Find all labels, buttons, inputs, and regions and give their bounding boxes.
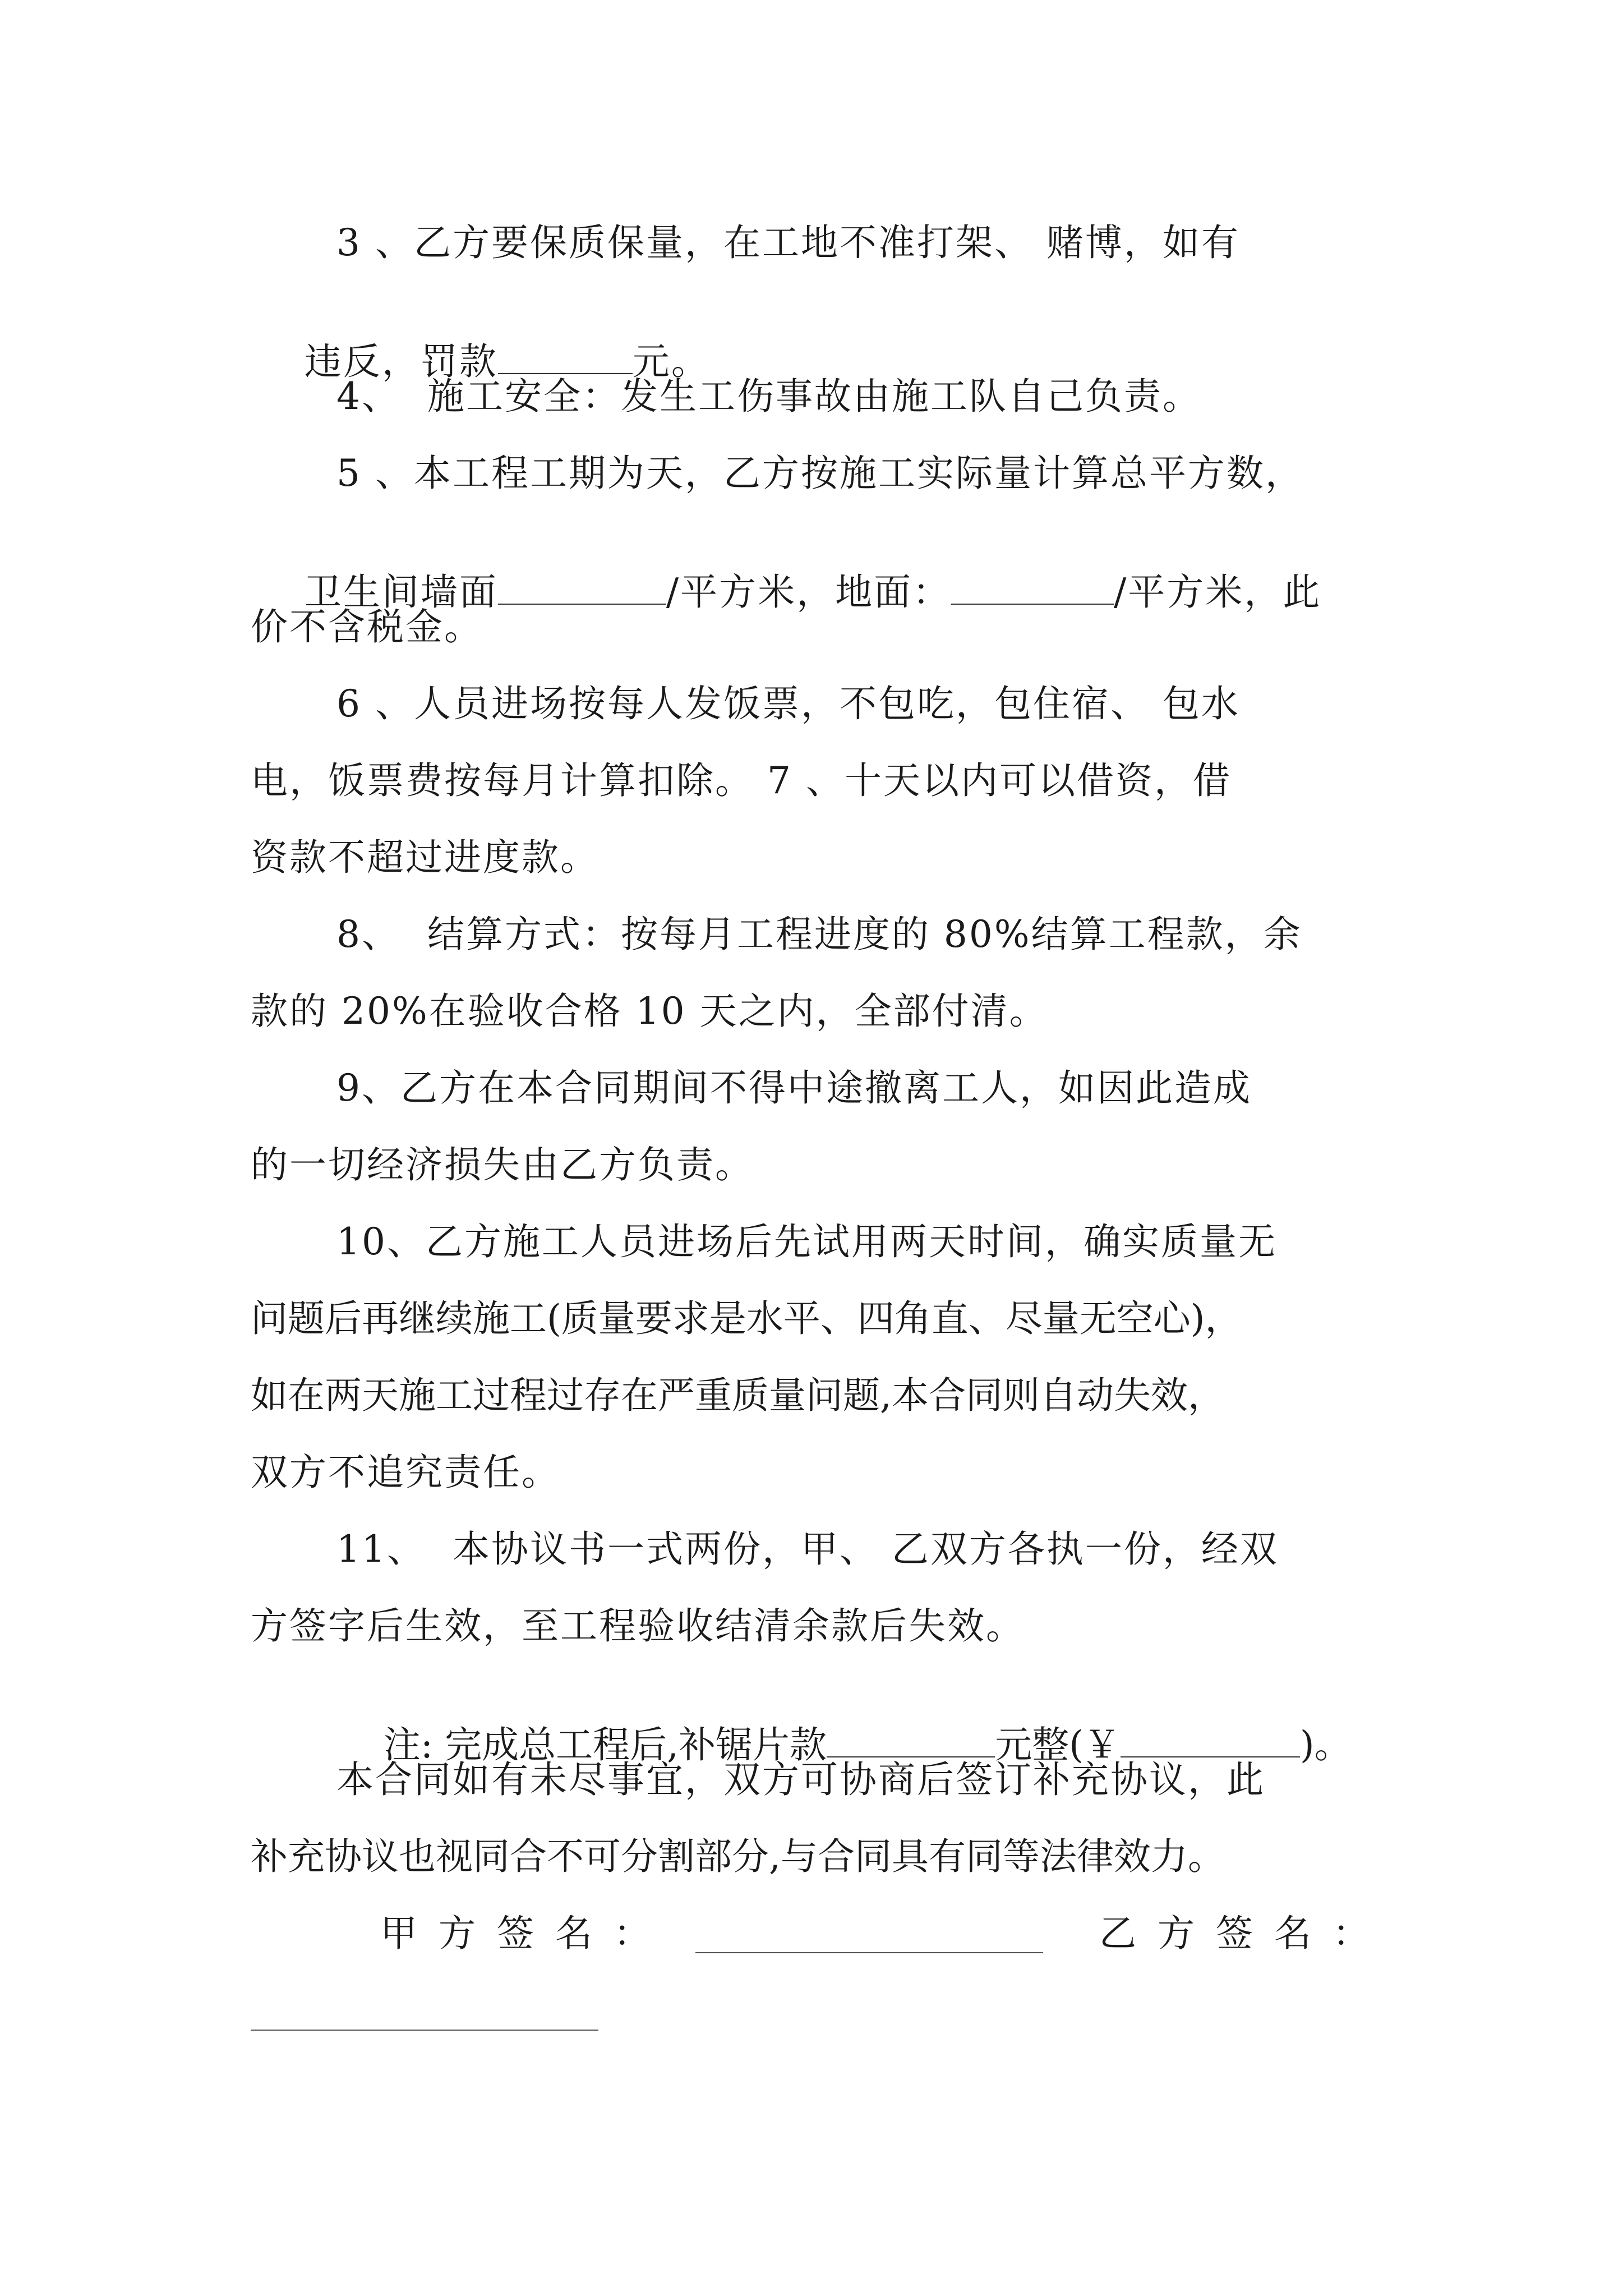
clause-5-line-3: 价不含税金。: [251, 605, 483, 648]
clause-3-text-b: 元。: [632, 340, 710, 383]
clause-8-line-2: 款的 20%在验收合格 10 天之内，全部付清。: [251, 990, 1048, 1033]
clause-11-line-2: 方签字后生效，至工程验收结清余款后失效。: [251, 1604, 1025, 1648]
amount-figure-blank: [1121, 1722, 1300, 1757]
clause-11-line-1: 11、 本协议书一式两份，甲、 乙双方各执一份，经双: [336, 1527, 1279, 1571]
clause-9-line-1: 9、乙方在本合同期间不得中途撤离工人，如因此造成: [336, 1066, 1252, 1110]
clause-10-line-4: 双方不追究责任。: [251, 1451, 560, 1494]
supplement-line-2: 补充协议也视同合不可分割部分,与合同具有同等法律效力。: [251, 1835, 1225, 1878]
clause-10-line-3: 如在两天施工过程过存在严重质量问题,本合同则自动失效，: [251, 1374, 1225, 1417]
clause-5-text-a: 卫生间墙面: [304, 570, 498, 614]
party-b-signature-label: 乙方签名：: [1099, 1912, 1391, 1955]
clause-6-line-3: 资款不超过进度款。: [251, 836, 599, 879]
clause-5-line-1: 5 、本工程工期为天，乙方按施工实际量计算总平方数，: [336, 452, 1304, 495]
wall-price-blank: [498, 569, 666, 605]
clause-10-line-2: 问题后再继续施工(质量要求是水平、四角直、尽量无空心)，: [251, 1297, 1242, 1340]
note-text-a: 注: 完成总工程后,补锯片款: [383, 1723, 827, 1766]
clause-6-line-2: 电，饭票费按每月计算扣除。 7 、十天以内可以借资，借: [251, 759, 1232, 802]
party-b-signature-line[interactable]: [251, 2030, 598, 2031]
clause-3-line-1: 3 、乙方要保质保量，在工地不准打架、 赌博，如有: [336, 221, 1240, 264]
clause-9-line-2: 的一切经济损失由乙方负责。: [251, 1143, 754, 1186]
saw-blade-amount-blank: [827, 1722, 995, 1757]
clause-4: 4、 施工安全：发生工伤事故由施工队自己负责。: [336, 375, 1201, 418]
clause-6-line-1: 6 、人员进场按每人发饭票，不包吃，包住宿、 包水: [336, 682, 1240, 725]
note-text-c: )。: [1299, 1723, 1352, 1766]
clause-8-line-1: 8、 结算方式：按每月工程进度的 80%结算工程款，余: [336, 913, 1302, 956]
party-a-signature-line[interactable]: [695, 1952, 1043, 1953]
clause-5-text-c: /平方米，此: [1114, 570, 1322, 614]
floor-price-blank: [951, 569, 1114, 605]
clause-10-line-1: 10、乙方施工人员进场后先试用两天时间，确实质量无: [336, 1220, 1277, 1263]
fine-amount-blank: [498, 338, 633, 374]
note-text-b: 元整(￥: [995, 1723, 1121, 1766]
party-a-signature-label: 甲方签名：: [380, 1912, 672, 1955]
supplement-line-1: 本合同如有未尽事宜，双方可协商后签订补充协议，此: [336, 1758, 1265, 1801]
clause-3-text-a: 违反，罚款: [304, 340, 498, 383]
clause-5-text-b: /平方米，地面：: [666, 570, 952, 614]
